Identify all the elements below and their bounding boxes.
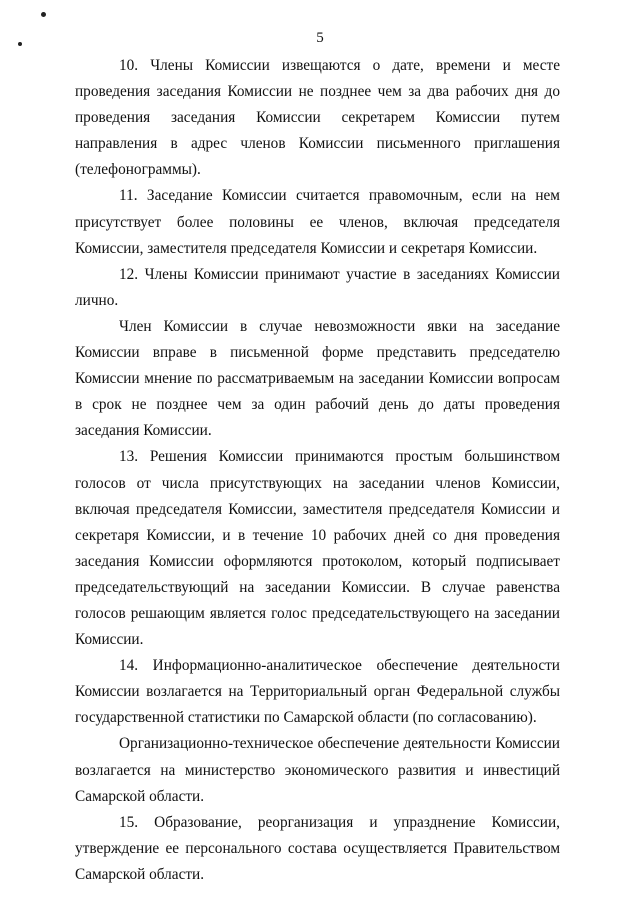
paragraph-item-13: 13. Решения Комиссии принимаются простым большинством голосов от числа присутствующих на заседании членов Комиссии, включая председателя Комиссии, заместителя председателя Комиссии и секретаря Комиссии, и в течение 10 рабочих дней со дня проведения заседания Комиссии оформляются протоколом, который подписывает председательствующий на заседании Комиссии. В случае равенства голосов решающим является голос председательствующего на заседании Комиссии.	[75, 448, 560, 649]
page-number: 5	[316, 30, 324, 46]
paragraph-item-15: 15. Образование, реорганизация и упразднение Комиссии, утверждение ее персонального состава осуществляется Правительством Самарской области.	[75, 813, 560, 883]
paragraph-item-14: 14. Информационно-аналитическое обеспечение деятельности Комиссии возлагается на Территориальный орган Федеральной службы государственной статистики по Самарской области (по согласованию).	[75, 657, 560, 727]
paragraph-member-absence: Член Комиссии в случае невозможности явки на заседание Комиссии вправе в письменной форме представить председателю Комиссии мнение по рассматриваемым на заседании Комиссии вопросам в срок не позднее чем за один рабочий день до даты проведения заседания Комиссии.	[75, 317, 560, 440]
scan-artifact-dot	[41, 12, 46, 17]
paragraph-item-10: 10. Члены Комиссии извещаются о дате, времени и месте проведения заседания Комиссии не позднее чем за два рабочих дня до проведения заседания Комиссии секретарем Комиссии путем направления в адрес членов Комиссии письменного приглашения (телефонограммы).	[75, 57, 560, 179]
document-body	[75, 53, 560, 888]
paragraph-item-12: 12. Члены Комиссии принимают участие в заседаниях Комиссии лично.	[75, 265, 560, 309]
paragraph-organizational-support: Организационно-техническое обеспечение деятельности Комиссии возлагается на министерство экономического развития и инвестиций Самарской области.	[75, 735, 560, 805]
paragraph-item-11: 11. Заседание Комиссии считается правомочным, если на нем присутствует более половины ее членов, включая председателя Комиссии, заместителя председателя Комиссии и секретаря Комиссии.	[75, 187, 560, 257]
